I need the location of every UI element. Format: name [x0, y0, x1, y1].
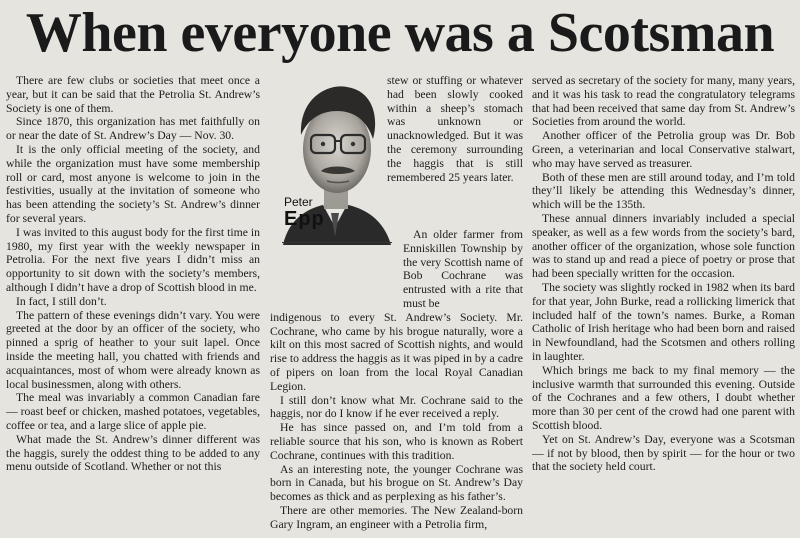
paragraph: The pattern of these evenings didn’t vary. You were greeted at the door by an officer of the society, who pinned a sprig of heather to your suit lapel. Once inside the meeting hall, you chatted with friends and acquaintances, most of whom were already known as local businessmen, along with others.: [6, 308, 260, 391]
paragraph: Yet on St. Andrew’s Day, everyone was a Scotsman — if not by blood, then by spirit — for the hour or two that the society held court.: [532, 432, 795, 474]
paragraph: served as secretary of the society for many, many years, and it was his task to read the congratulatory telegrams that had been received that same day from St. Andrew’s Societies from around the world.: [532, 74, 795, 129]
paragraph: An older farmer from Enniskillen Township by the very Scottish name of Bob Cochrane was entrusted with a rite that must be: [403, 228, 523, 310]
byline-first-name: Peter: [284, 195, 313, 209]
paragraph: Which brings me back to my final memory — the inclusive warmth that surrounded this evening. Outside of the Cochranes and a few others, I doubt whether more than 30 per cent of the crowd had one parent with Scottish blood.: [532, 363, 795, 432]
headline: When everyone was a Scotsman: [25, 2, 775, 64]
column-2-bottom: [270, 228, 523, 538]
column-2-top: [387, 74, 523, 228]
column-1: [6, 74, 260, 536]
paragraph: He has since passed on, and I’m told from a reliable source that his son, who is known as Robert Cochrane, continues with this tradition.: [270, 421, 523, 462]
paragraph: These annual dinners invariably included a special speaker, as well as a few words from the society’s bard, another officer of the organization, whose sole function was to stand up and read a piece of poetry or prose that had been specially written for the occasion.: [532, 211, 795, 281]
paragraph: What made the St. Andrew’s dinner different was the haggis, surely the oddest thing to be added to any menu outside of Scotland. Whether or not this: [6, 432, 260, 474]
paragraph: It is the only official meeting of the society, and while the organization must have some membership roll or card, most anyone is welcome to join in the festivities, usually at the invitation of someone who has been attending the society’s St. Andrew’s dinner for several years.: [6, 142, 260, 225]
paragraph: Since 1870, this organization has met faithfully on or near the date of St. Andrew’s Day — Nov. 30.: [6, 115, 260, 143]
paragraph: I was invited to this august body for the first time in 1980, my first year with the weekly newspaper in Petrolia. For the next five years I didn’t miss an opportunity to sit down with the society’s members, although I didn’t have a drop of Scottish blood in me.: [6, 225, 260, 294]
paragraph: Both of these men are still around today, and I’m told they’ll likely be attending this Wednesday’s dinner, which will be the 135th.: [532, 170, 795, 212]
paragraph: stew or stuffing or whatever had been slowly cooked within a sheep’s stomach was unknown or unacknowledged. But it was the ceremony surrounding the haggis that is still remembered 25 years later.: [387, 74, 523, 184]
paragraph: I still don’t know what Mr. Cochrane said to the haggis, nor do I know if he ever received a reply.: [270, 393, 523, 421]
paragraph: There are other memories. The New Zealand-born Gary Ingram, an engineer with a Petrolia firm,: [270, 503, 523, 531]
paragraph: Another officer of the Petrolia group was Dr. Bob Green, a veterinarian and local Conservative stalwart, who may have served as treasurer.: [532, 129, 795, 170]
paragraph: The meal was invariably a common Canadian fare — roast beef or chicken, mashed potatoes, vegetables, coffee or tea, and a large slice of apple pie.: [6, 391, 260, 432]
paragraph: As an interesting note, the younger Cochrane was born in Canada, but his brogue on St. Andrew’s Day becomes as thick and as perplexing as his father’s.: [270, 462, 523, 504]
paragraph: indigenous to every St. Andrew’s Society. Mr. Cochrane, who came by his brogue naturally, wore a kilt on this most sacred of Scottish nights, and would rise to address the haggis as it was piped in by a cadre of pipers on loan from the local Royal Canadian Legion.: [270, 310, 523, 393]
paragraph: The society was slightly rocked in 1982 when its bard for that year, John Burke, read a rollicking limerick that included half of the town’s names. Burke, a Roman Catholic of Irish heritage who had been born and raised in Newfoundland, had the Scotsmen and others rolling in laughter.: [532, 280, 795, 363]
byline-last-name: Epp: [284, 208, 325, 230]
paragraph: There are few clubs or societies that meet once a year, but it can be said that the Petrolia St. Andrew’s Society is one of them.: [6, 74, 260, 115]
byline: [284, 196, 325, 230]
column-3: [532, 74, 795, 536]
paragraph: In fact, I still don’t.: [16, 294, 107, 308]
